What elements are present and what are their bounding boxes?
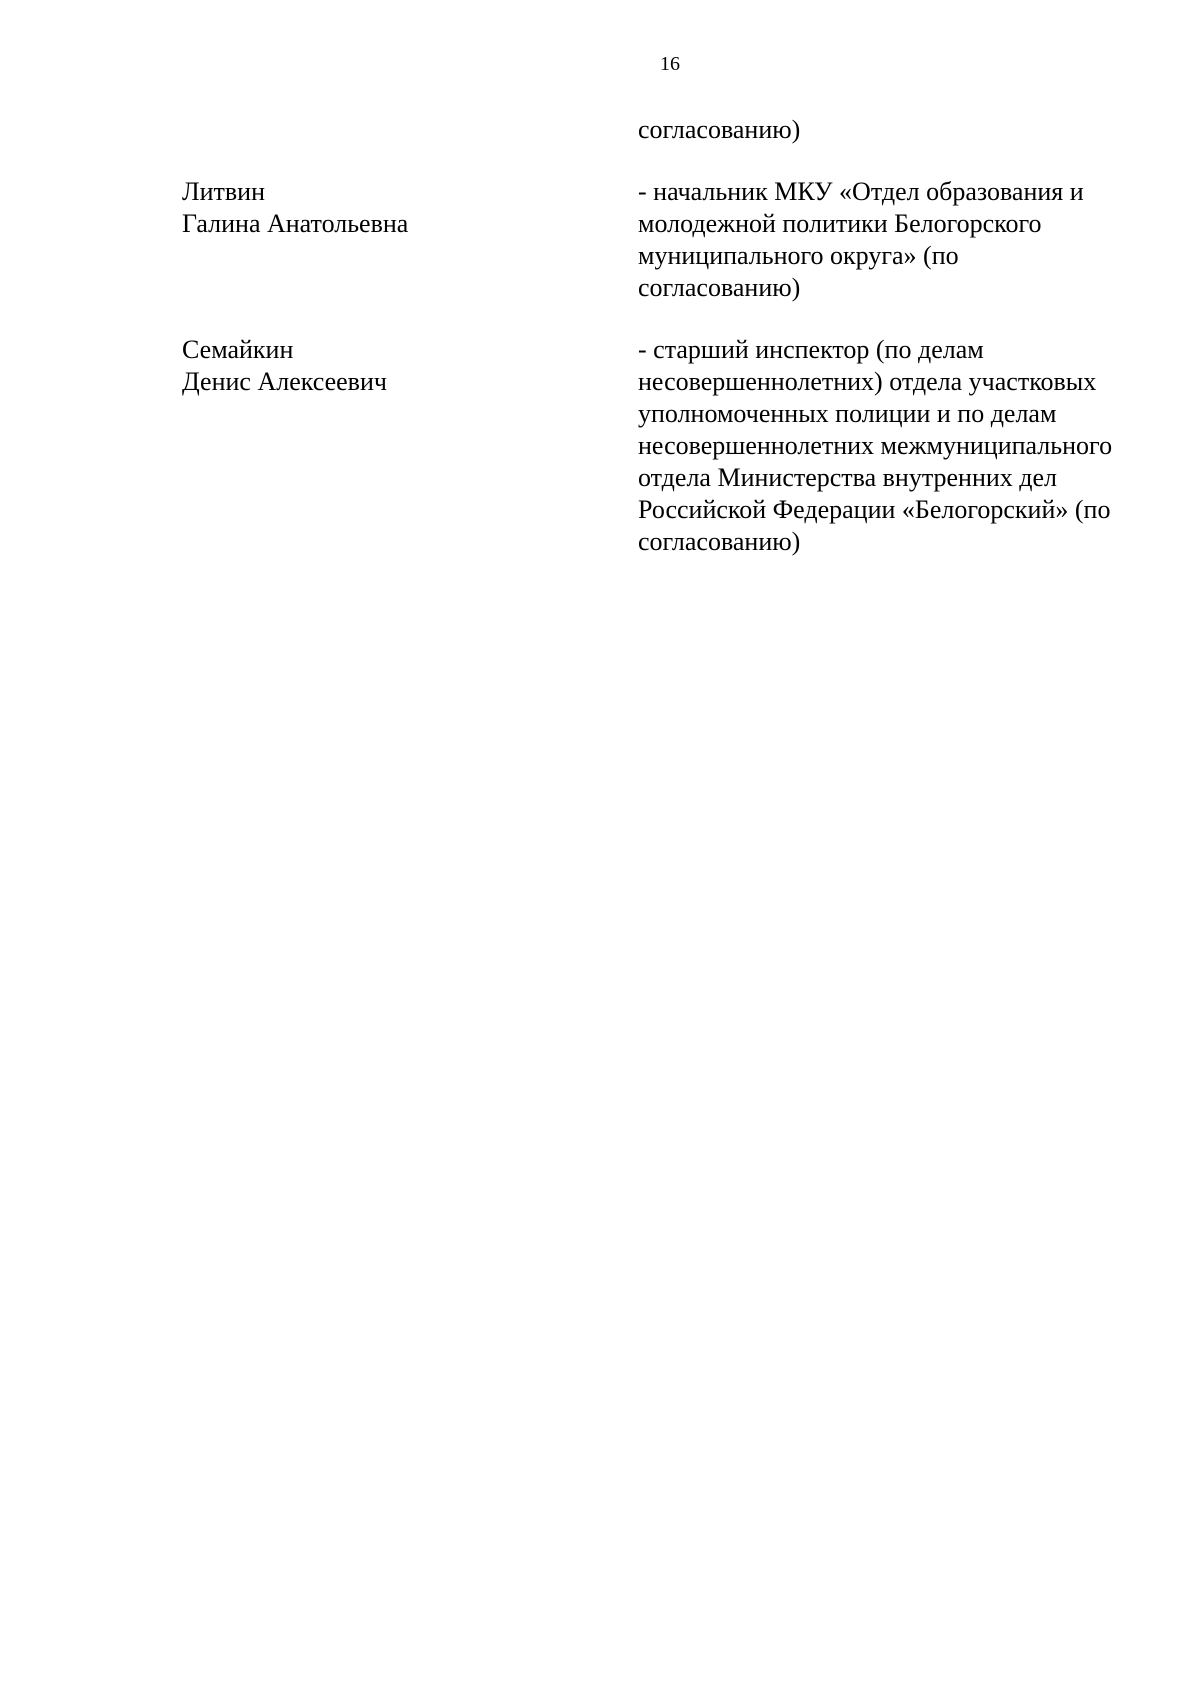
member-surname: Семайкин (182, 335, 294, 364)
role-line: согласованию) (638, 527, 801, 556)
role-line: уполномоченных полиции и по делам (638, 399, 1057, 428)
role-line: отдела Министерства внутренних дел (638, 463, 1058, 492)
role-line: Российской Федерации «Белогорский» (по (638, 495, 1111, 524)
member-given-names: Денис Алексеевич (182, 367, 387, 396)
role-line: муниципального округа» (по (638, 241, 959, 270)
member-name (182, 334, 602, 398)
role-line: несовершеннолетних) отдела участковых (638, 367, 1097, 396)
member-surname: Литвин (182, 177, 266, 206)
role-line: согласованию) (638, 273, 801, 302)
page-number: 16 (660, 53, 680, 75)
role-line: несовершеннолетних межмуниципального (638, 431, 1113, 460)
member-given-names: Галина Анатольевна (182, 209, 409, 238)
member-name (182, 176, 602, 240)
role-line: - старший инспектор (по делам (638, 335, 984, 364)
role-line: - начальник МКУ «Отдел образования и (638, 177, 1084, 206)
role-line: молодежной политики Белогорского (638, 209, 1042, 238)
member-role (638, 334, 1168, 558)
member-role (638, 176, 1168, 304)
continuation-text: согласованию) (638, 115, 801, 144)
